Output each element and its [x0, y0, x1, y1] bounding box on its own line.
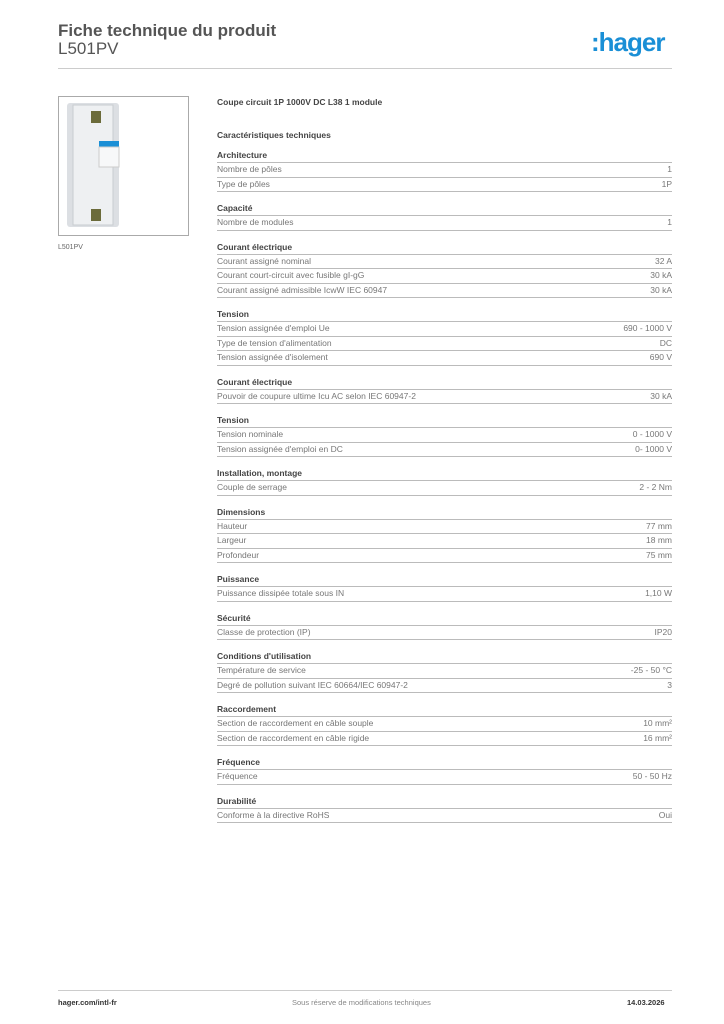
section-title: Conditions d'utilisation — [217, 649, 672, 664]
section-title: Puissance — [217, 572, 672, 587]
spec-row — [217, 216, 672, 231]
spec-value: 0- 1000 V — [635, 443, 672, 454]
spec-label: Largeur — [217, 535, 247, 545]
section-title: Architecture — [217, 148, 672, 163]
spec-label: Classe de protection (IP) — [217, 626, 311, 637]
hager-logo: :hager — [591, 27, 665, 57]
spec-row — [217, 428, 672, 443]
spec-row — [217, 178, 672, 193]
spec-row — [217, 534, 672, 549]
image-caption: L501PV — [58, 244, 83, 251]
section-title: Capacité — [217, 201, 672, 216]
spec-section — [217, 148, 672, 192]
spec-label: Tension nominale — [217, 429, 284, 439]
spec-section — [217, 413, 672, 457]
spec-label: Tension assignée d'emploi en DC — [217, 443, 343, 454]
spec-row — [217, 664, 672, 679]
spec-value: 1 — [667, 217, 672, 227]
spec-row — [217, 520, 672, 535]
spec-label: Hauteur — [217, 520, 248, 531]
spec-row — [217, 717, 672, 732]
spec-value: 77 mm — [646, 520, 672, 531]
spec-value: 18 mm — [646, 535, 672, 545]
spec-row — [217, 732, 672, 747]
spec-value: IP20 — [654, 626, 672, 637]
characteristics-heading: Caractéristiques techniques — [217, 130, 331, 140]
spec-row — [217, 679, 672, 694]
spec-label: Nombre de pôles — [217, 164, 282, 174]
footer-notice: Sous réserve de modifications techniques — [292, 998, 431, 1007]
spec-section — [217, 240, 672, 299]
spec-value: 75 mm — [646, 549, 672, 560]
spec-value: 30 kA — [650, 390, 672, 401]
spec-section — [217, 572, 672, 602]
section-title: Tension — [217, 307, 672, 322]
spec-label: Type de pôles — [217, 178, 270, 189]
spec-label: Courant assigné nominal — [217, 255, 312, 266]
document-title: Fiche technique du produit — [58, 21, 277, 40]
spec-row — [217, 284, 672, 299]
section-title: Sécurité — [217, 611, 672, 626]
product-image — [58, 96, 189, 236]
spec-section — [217, 755, 672, 785]
spec-section — [217, 466, 672, 496]
spec-label: Conforme à la directive RoHS — [217, 809, 330, 820]
spec-value: 1 — [667, 164, 672, 174]
spec-label: Tension assignée d'isolement — [217, 352, 328, 362]
spec-label: Type de tension d'alimentation — [217, 337, 332, 348]
spec-value: DC — [659, 337, 672, 348]
spec-value: 50 - 50 Hz — [632, 771, 672, 781]
spec-row — [217, 337, 672, 352]
spec-row — [217, 481, 672, 496]
spec-label: Couple de serrage — [217, 482, 287, 492]
spec-value: 3 — [667, 679, 672, 690]
footer-divider — [58, 990, 672, 991]
spec-section — [217, 375, 672, 405]
spec-section — [217, 611, 672, 641]
spec-row — [217, 163, 672, 178]
spec-value: 690 V — [649, 352, 672, 362]
header-divider — [58, 68, 672, 69]
spec-value: 30 kA — [650, 284, 672, 295]
spec-label: Section de raccordement en câble souple — [217, 718, 374, 728]
spec-label: Pouvoir de coupure ultime Icu AC selon IEC 60947-2 — [217, 390, 416, 401]
spec-row — [217, 351, 672, 366]
spec-section — [217, 307, 672, 366]
spec-label: Profondeur — [217, 549, 260, 560]
section-title: Fréquence — [217, 755, 672, 770]
section-title: Courant électrique — [217, 240, 672, 255]
section-title: Installation, montage — [217, 466, 672, 481]
spec-value: 1P — [661, 178, 672, 189]
spec-value: Oui — [658, 809, 672, 820]
spec-section — [217, 201, 672, 231]
spec-label: Puissance dissipée totale sous IN — [217, 588, 345, 598]
spec-row — [217, 809, 672, 824]
spec-content — [217, 97, 672, 832]
spec-value: 10 mm² — [643, 718, 672, 728]
spec-value: 16 mm² — [643, 732, 672, 743]
product-description: Coupe circuit 1P 1000V DC L38 1 module — [217, 97, 383, 107]
spec-value: 2 - 2 Nm — [639, 482, 672, 492]
section-title: Dimensions — [217, 505, 672, 520]
spec-section — [217, 702, 672, 746]
spec-section — [217, 794, 672, 824]
spec-row — [217, 269, 672, 284]
spec-row — [217, 770, 672, 785]
section-title: Raccordement — [217, 702, 672, 717]
footer-date: 14.03.2026 — [627, 998, 665, 1007]
spec-row — [217, 587, 672, 602]
spec-value: 32 A — [654, 255, 672, 266]
spec-section — [217, 505, 672, 564]
spec-row — [217, 390, 672, 405]
spec-label: Nombre de modules — [217, 217, 294, 227]
spec-section — [217, 649, 672, 693]
spec-label: Tension assignée d'emploi Ue — [217, 323, 330, 333]
section-title: Durabilité — [217, 794, 672, 809]
spec-label: Degré de pollution suivant IEC 60664/IEC 60947-2 — [217, 679, 408, 690]
spec-label: Fréquence — [217, 771, 258, 781]
spec-label: Courant court-circuit avec fusible gI-gG — [217, 270, 365, 280]
spec-row — [217, 322, 672, 337]
spec-label: Courant assigné admissible IcwW IEC 60947 — [217, 284, 388, 295]
spec-row — [217, 549, 672, 564]
spec-label: Section de raccordement en câble rigide — [217, 732, 370, 743]
spec-value: -25 - 50 °C — [630, 665, 672, 675]
spec-row — [217, 626, 672, 641]
spec-value: 690 - 1000 V — [623, 323, 672, 333]
section-title: Courant électrique — [217, 375, 672, 390]
spec-value: 30 kA — [650, 270, 672, 280]
spec-row — [217, 255, 672, 270]
spec-label: Température de service — [217, 665, 306, 675]
spec-value: 1,10 W — [645, 588, 672, 598]
footer-website[interactable]: hager.com/intl-fr — [58, 998, 117, 1007]
section-title: Tension — [217, 413, 672, 428]
product-reference: L501PV — [58, 39, 119, 58]
spec-row — [217, 443, 672, 458]
spec-value: 0 - 1000 V — [632, 429, 672, 439]
